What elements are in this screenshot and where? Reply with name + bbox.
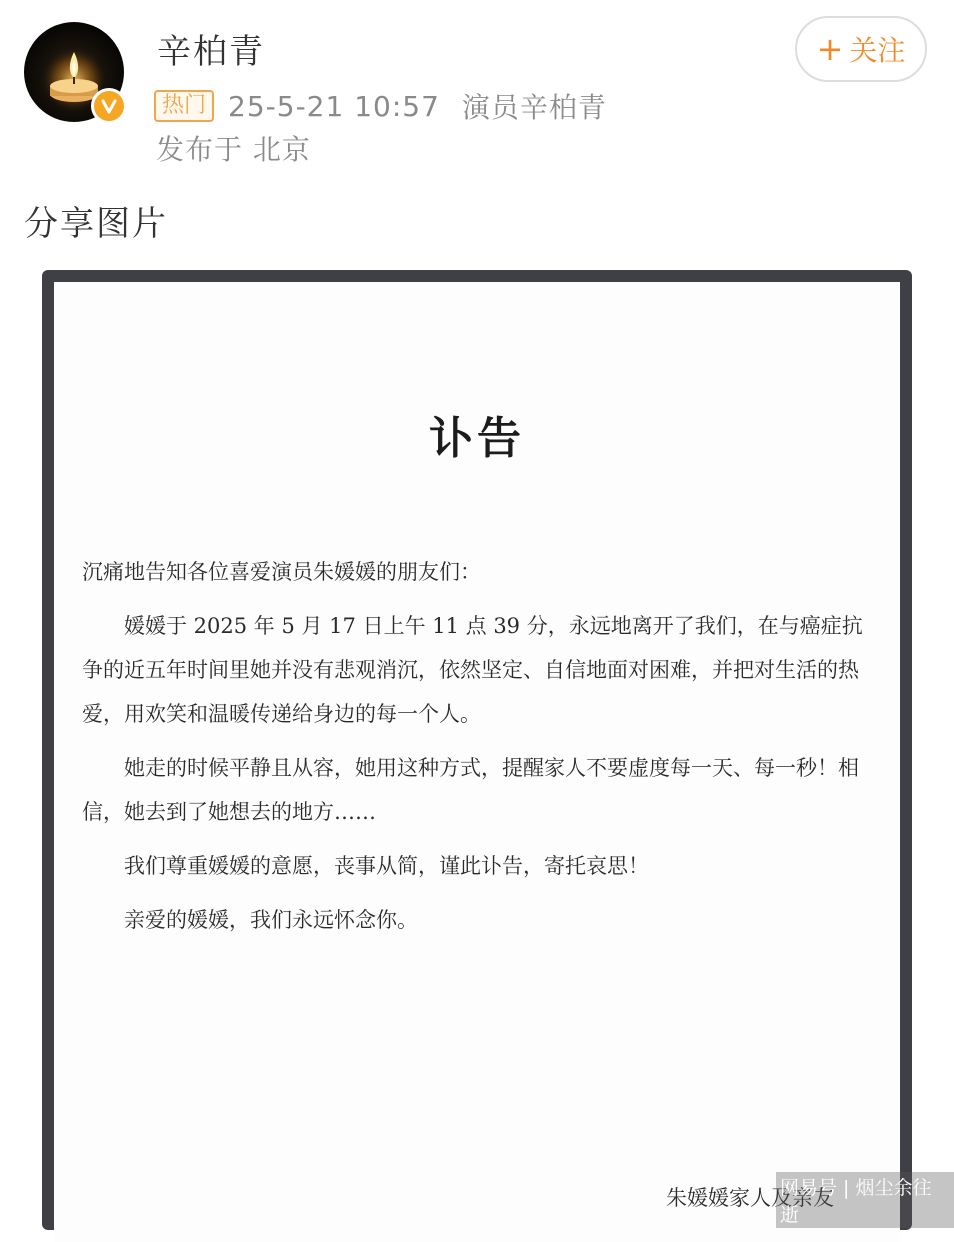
shared-image[interactable]: [42, 270, 912, 1230]
notice-paragraph: 亲爱的媛媛，我们永远怀念你。: [124, 908, 418, 932]
post-text: 分享图片: [24, 204, 168, 244]
notice-signature: 朱媛媛家人及亲友: [666, 1186, 834, 1210]
follow-label: 关注: [849, 34, 906, 67]
notice-salutation: 沉痛地告知各位喜爱演员朱媛媛的朋友们：: [82, 560, 481, 584]
post-meta: [154, 86, 607, 126]
notice-body: [82, 550, 882, 952]
notice-paragraph: 媛媛于 2025 年 5 月 17 日上午 11 点 39 分，永远地离开了我们，在与癌症抗争的近五年时间里她并没有悲观消沉，依然坚定、自信地面对困难，并把对生活的热爱，用欢笑和温暖传递给身边的每一个人。: [82, 614, 863, 726]
post-source: 演员辛柏青: [461, 91, 607, 124]
post-timestamp: 25-5-21 10:57: [228, 89, 440, 123]
verified-badge-icon: [91, 88, 127, 124]
plus-icon: +: [816, 30, 844, 68]
watermark: 网易号 | 烟尘余往逝: [776, 1172, 954, 1228]
notice-title: 讣告: [429, 413, 525, 464]
notice-paper: [54, 282, 900, 1242]
hot-tag: 热门: [154, 90, 214, 122]
author-name[interactable]: 辛柏青: [157, 32, 265, 72]
notice-paragraph: 她走的时候平静且从容，她用这种方式，提醒家人不要虚度每一天、每一秒！相信，她去到了她想去的地方……: [82, 756, 859, 824]
post-location: 发布于 北京: [156, 133, 311, 166]
notice-paragraph: 我们尊重媛媛的意愿，丧事从简，谨此讣告，寄托哀思！: [124, 854, 649, 878]
follow-button[interactable]: [795, 16, 927, 82]
